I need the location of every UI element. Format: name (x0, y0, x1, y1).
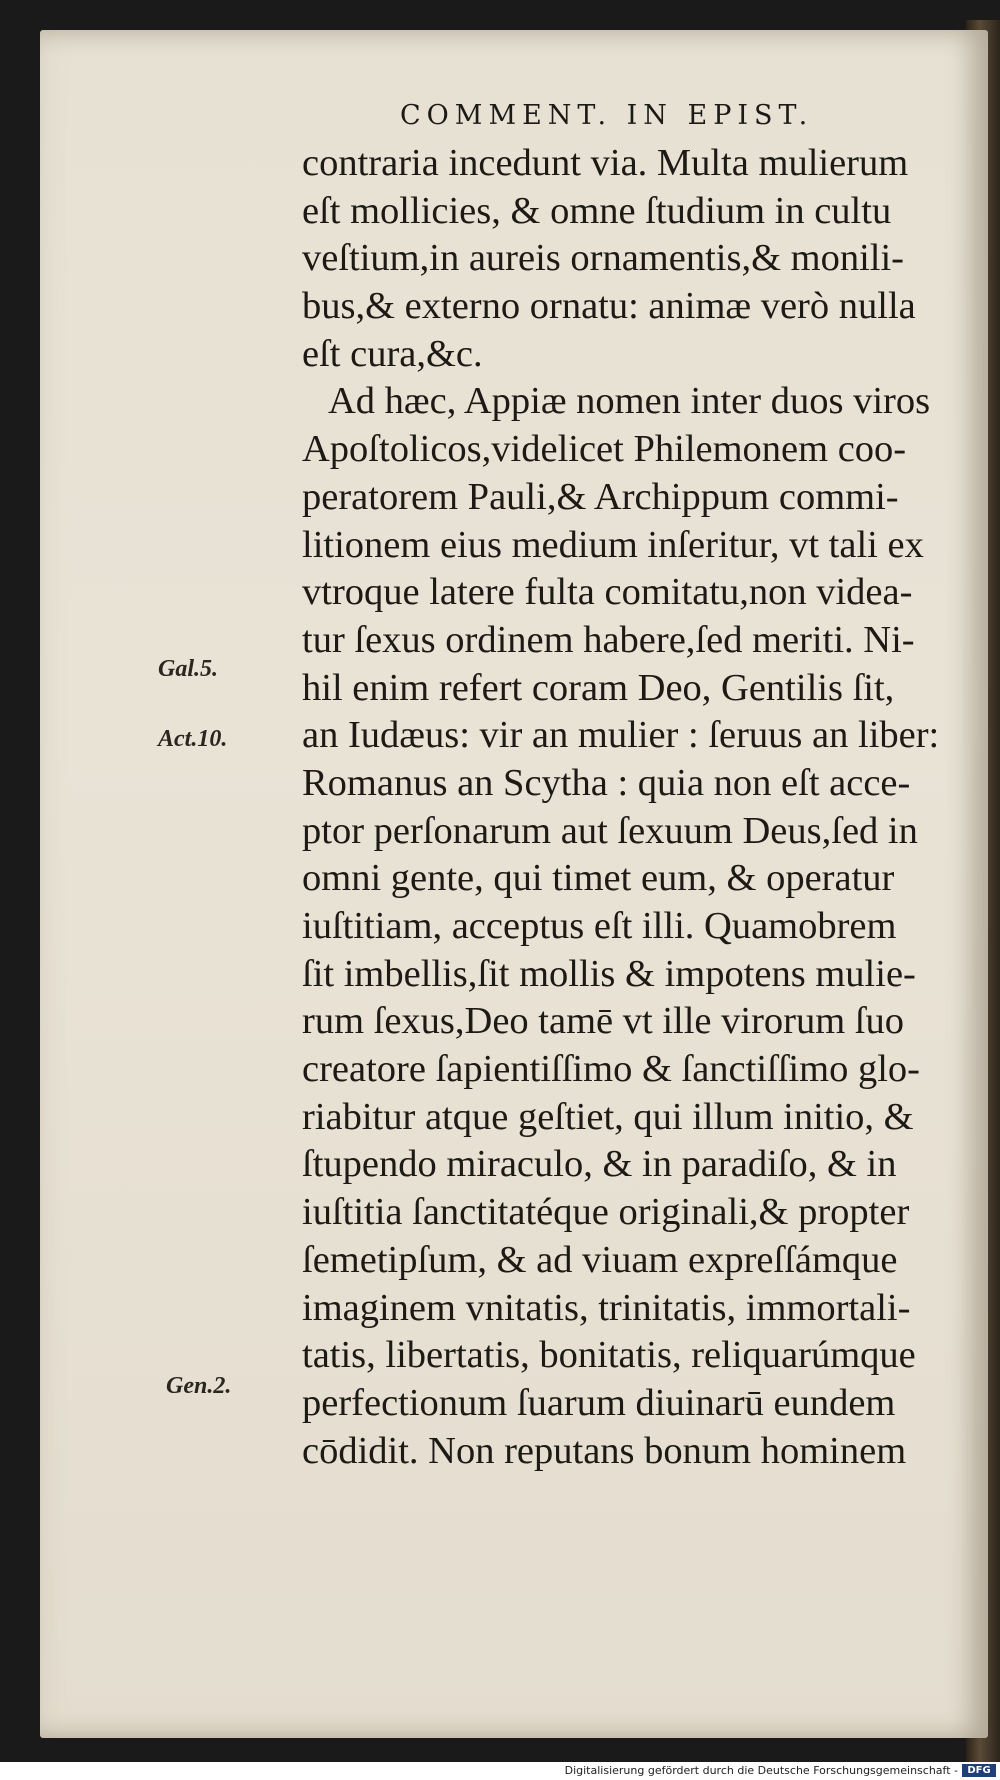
text-line: perfectionum ſuarum diuinarū eundem (302, 1381, 896, 1424)
text-line: imaginem vnitatis, trinitatis, immortali- (302, 1286, 911, 1329)
text-line: iuſtitia ſanctitatéque originali,& propter (302, 1191, 910, 1234)
text-line: contraria incedunt via. Multa mulierum (302, 142, 909, 184)
text-line: litionem eius medium inſeritur, vt tali ex (302, 523, 924, 566)
text-line: eſt mollicies, & omne ſtudium in cultu (302, 189, 892, 232)
text-line: eſt cura,&c. (302, 332, 483, 375)
text-line: bus,& externo ornatu: animæ verò nulla (302, 285, 916, 328)
text-line: tur ſexus ordinem habere,ſed meriti. Ni- (302, 618, 915, 661)
marginal-note-genesis: Gen.2. (166, 1373, 232, 1399)
text-line: ſemetipſum, & ad viuam expreſſámque (302, 1238, 898, 1281)
paragraph-start-line: Ad hæc, Appiæ nomen inter duos viros (328, 380, 931, 423)
text-line: iuſtitiam, acceptus eſt illi. Quamobrem (302, 905, 897, 947)
text-line: vtroque latere fulta comitatu,non videa- (302, 571, 913, 614)
text-line: hil enim refert coram Deo, Gentilis ſit, (302, 666, 895, 709)
text-line: ſit imbellis,ſit mollis & impotens mulie- (302, 952, 916, 995)
text-line: Apoſtolicos,videlicet Philemonem coo- (302, 428, 907, 471)
text-line: peratorem Pauli,& Archippum commi- (302, 475, 899, 518)
funding-credit: Digitalisierung gefördert durch die Deutsche Forschungsgemeinschaft - (564, 1764, 958, 1777)
text-line: ſtupendo miraculo, & in paradiſo, & in (302, 1143, 897, 1186)
text-line: ptor perſonarum aut ſexuum Deus,ſed in (302, 809, 918, 852)
text-line: riabitur atque geſtiet, qui illum initio, & (302, 1095, 914, 1138)
text-line: rum ſexus,Deo tamē vt ille virorum ſuo (302, 1000, 904, 1043)
text-line: creatore ſapientiſſimo & ſanctiſſimo glo- (302, 1048, 920, 1091)
marginal-note-galatians: Gal.5. (158, 656, 218, 682)
text-line: veſtium,in aureis ornamentis,& monili- (302, 237, 904, 280)
running-head: COMMENT. IN EPIST. (400, 100, 814, 131)
text-line: cōdidit. Non reputans bonum hominem (302, 1429, 907, 1472)
text-line: Romanus an Scytha : quia non eſt acce- (302, 761, 911, 804)
text-line: tatis, libertatis, bonitatis, reliquarúmque (302, 1334, 916, 1377)
body-text (302, 140, 982, 1475)
text-line: an Iudæus: vir an mulier : ſeruus an liber: (302, 714, 940, 757)
marginal-note-acts: Act.10. (158, 726, 228, 752)
text-line: omni gente, qui timet eum, & operatur (302, 857, 895, 900)
dfg-logo: DFG (962, 1764, 996, 1777)
